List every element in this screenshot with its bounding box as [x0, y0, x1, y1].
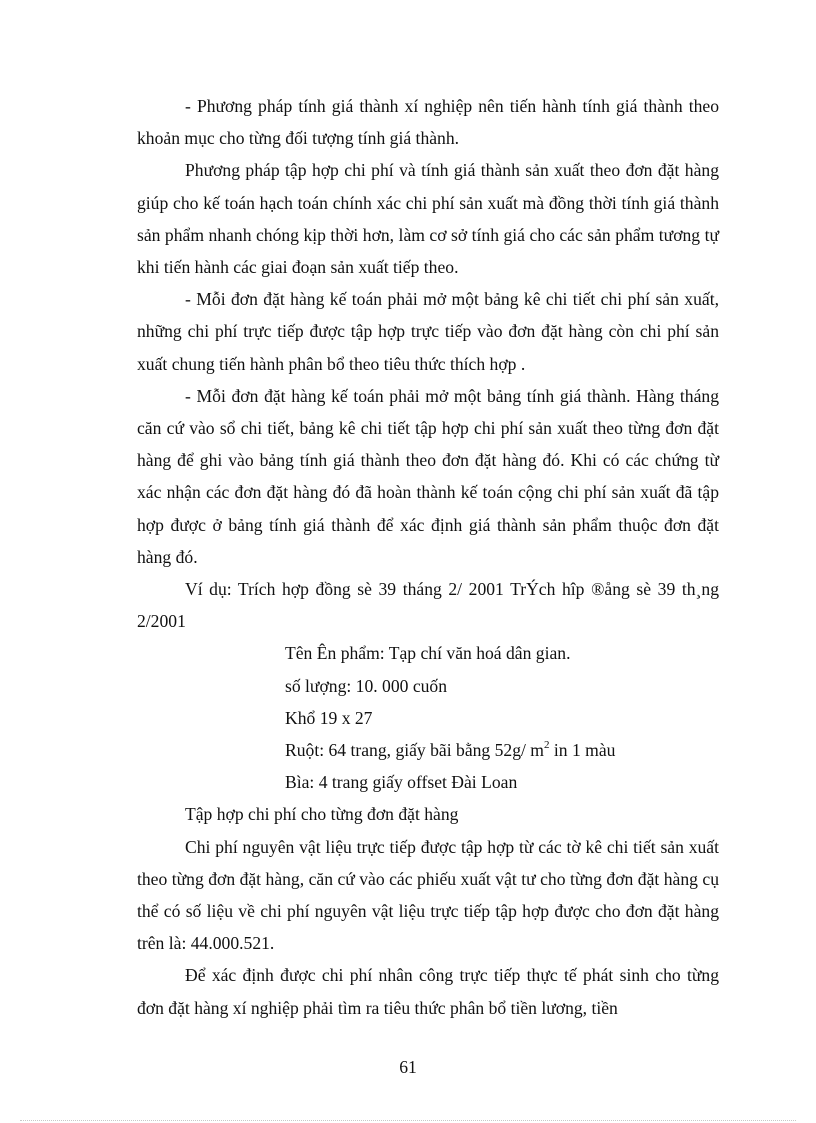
spec-inner-pages — [137, 734, 719, 766]
footer-divider — [20, 1120, 796, 1121]
paragraph-labor-cost: Để xác định được chi phí nhân công trực tiếp thực tế phát sinh cho từng đơn đặt hàng xí nghiệp phải tìm ra tiêu thức phân bổ tiền lương, tiền — [137, 965, 719, 1018]
paragraph-example: Ví dụ: Trích hợp đồng sè 39 tháng 2/ 2001 TrÝch hîp ®ång sè 39 th¸ng 2/2001 — [137, 579, 719, 632]
spec-inner-pages-text: Ruột: 64 trang, giấy bãi bằng 52g/ m — [285, 740, 544, 761]
paragraph-method: - Phương pháp tính giá thành xí nghiệp nên tiến hành tính giá thành theo khoản mục cho từng đối tượng tính giá thành. — [137, 96, 719, 149]
page-number: 61 — [399, 1057, 417, 1077]
paragraph-order-costing: Phương pháp tập hợp chi phí và tính giá thành sản xuất theo đơn đặt hàng giúp cho kế toán hạch toán chính xác chi phí sản xuất mà đồng thời tính giá thành sản phẩm nhanh chóng kịp thời hơn, làm cơ sở tính giá cho các sản phẩm tương tự khi tiến hành các giai đoạn sản xuất tiếp theo. — [137, 160, 719, 278]
paragraph-costing-sheet: - Mỗi đơn đặt hàng kế toán phải mở một bảng tính giá thành. Hàng tháng căn cứ vào sổ chi tiết, bảng kê chi tiết tập hợp chi phí sản xuất theo từng đơn đặt hàng để ghi vào bảng tính giá thành theo đơn đặt hàng đó. Khi có các chứng từ xác nhận các đơn đặt hàng đó đã hoàn thành kế toán cộng chi phí sản xuất đã tập hợp được ở bảng tính giá thành để xác định giá thành sản phẩm thuộc đơn đặt hàng đó. — [137, 385, 719, 567]
spec-size: Khổ 19 x 27 — [285, 707, 373, 728]
spec-inner-pages-tail: in 1 màu — [549, 740, 616, 761]
paragraph-material-cost: Chi phí nguyên vật liệu trực tiếp được tập hợp từ các tờ kê chi tiết sản xuất theo từng đơn đặt hàng, căn cứ vào các phiếu xuất vật tư cho từng đơn đặt hàng cụ thể có số liệu về chi phí nguyên vật liệu trực tiếp tập hợp được cho đơn đặt hàng trên là: 44.000.521. — [137, 836, 719, 954]
section-heading: Tập hợp chi phí cho từng đơn đặt hàng — [185, 804, 459, 825]
spec-quantity: số lượng: 10. 000 cuốn — [285, 675, 448, 696]
document-body — [137, 90, 719, 1024]
spec-product-name: Tên Ên phẩm: Tạp chí văn hoá dân gian. — [285, 643, 571, 664]
spec-superscript: 2 — [543, 739, 550, 752]
spec-cover: Bìa: 4 trang giấy offset Đài Loan — [285, 772, 518, 793]
paragraph-cost-sheet: - Mỗi đơn đặt hàng kế toán phải mở một bảng kê chi tiết chi phí sản xuất, những chi phí trực tiếp được tập hợp trực tiếp vào đơn đặt hàng còn chi phí sản xuất chung tiến hành phân bổ theo tiêu thức thích hợp . — [137, 289, 719, 374]
